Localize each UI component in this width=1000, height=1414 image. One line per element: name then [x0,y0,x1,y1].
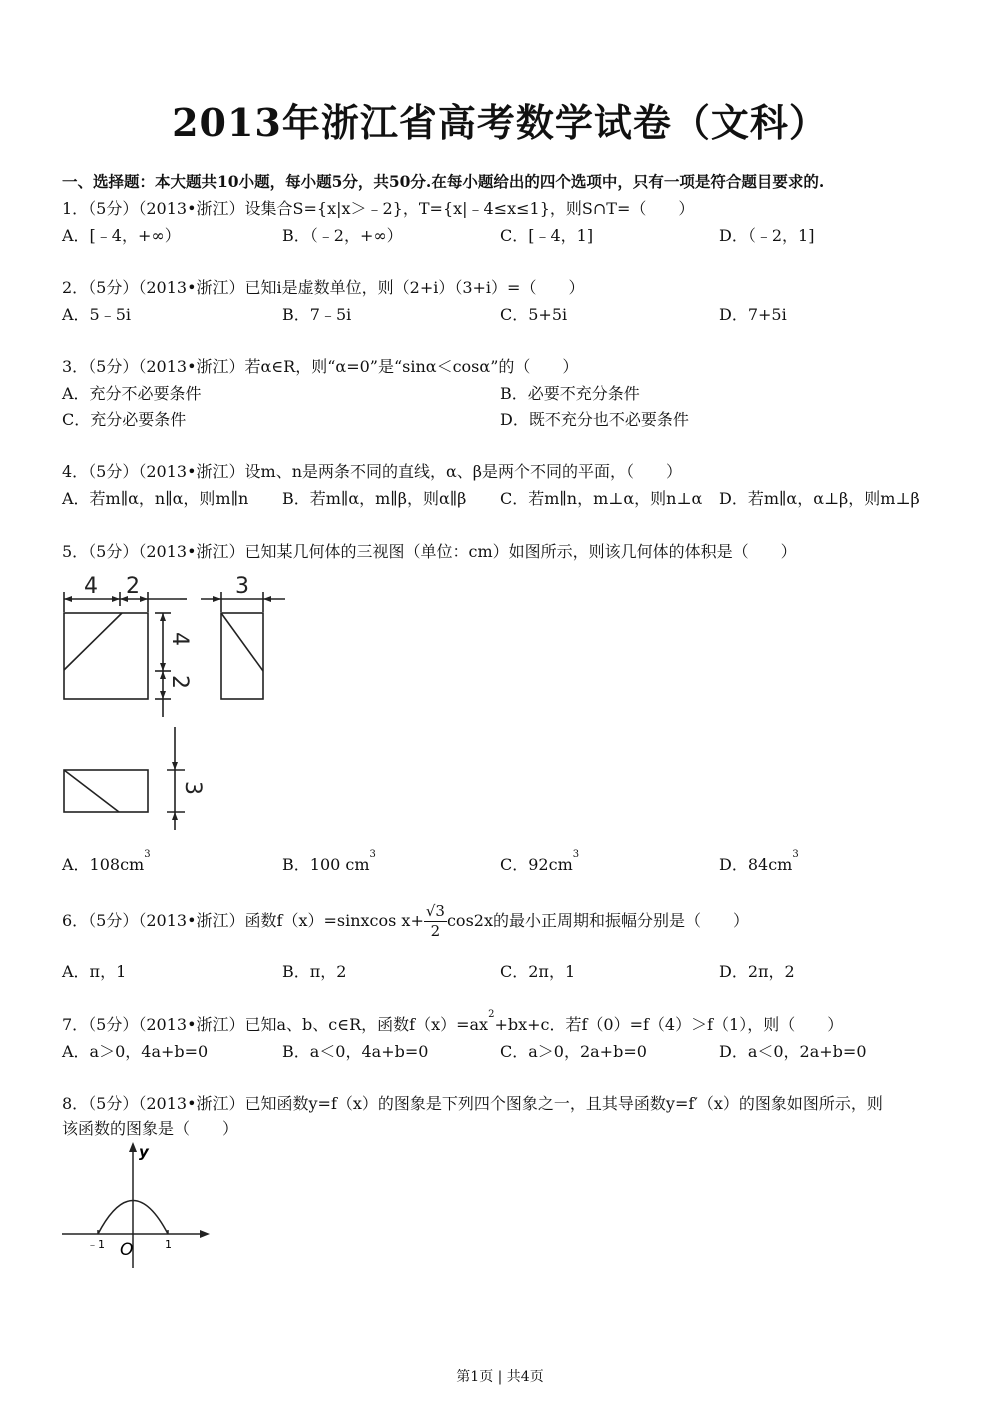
page-title: 2013年浙江省高考数学试卷（文科） [172,100,828,145]
q6-option-b: B．π，2 [282,962,347,981]
page-footer: 第1页 | 共4页 [456,1369,544,1385]
dim-height-4: 4 [167,632,192,646]
q7-option-a: A．a＞0，4a+b=0 [62,1042,209,1061]
q1-option-c: C．[﹣4，1] [500,226,594,245]
question-3-stem: 3．（5分）（2013•浙江）若α∈R，则“α=0”是“sinα＜cosα”的（ ） [62,357,579,376]
question-5-stem: 5．（5分）（2013•浙江）已知某几何体的三视图（单位：cm）如图所示，则该几何体的体积是（ ） [62,542,797,561]
question-8-stem-line2: 该函数的图象是（ ） [62,1119,239,1138]
three-view-diagram [55,572,295,842]
q1-option-d: D．（﹣2，1] [719,226,815,245]
q4-option-b: B．若m∥α，m∥β，则α∥β [282,489,467,508]
q7-option-d: D．a＜0，2a+b=0 [719,1042,867,1061]
dim-width-4: 4 [84,574,98,599]
q7-option-c: C．a＞0，2a+b=0 [500,1042,647,1061]
dim-height-3: 3 [180,781,205,795]
front-view-diagonal [64,613,122,670]
sqrt3-over-2-fraction: $\frac{√3}{2}$ [425,902,445,940]
tick-label-neg-1: ﹣1 [87,1238,105,1251]
q4-option-a: A．若m∥α，n∥α，则m∥n [62,489,249,508]
front-view-rect [64,613,148,699]
side-view-diagonal [221,613,263,671]
question-2-stem: 2．（5分）（2013•浙江）已知i是虚数单位，则（2+i）（3+i）=（ ） [62,278,585,297]
q6-option-c: C．2π，1 [500,962,576,981]
question-1-stem: 1．（5分）（2013•浙江）设集合S={x|x＞﹣2}，T={x|﹣4≤x≤1}，则S∩T=（ ） [62,199,695,218]
q2-option-d: D．7+5i [719,305,787,324]
q3-option-a: A．充分不必要条件 [62,384,202,403]
question-8-stem-line1: 8．（5分）（2013•浙江）已知函数y=f（x）的图象是下列四个图象之一，且其导函数y=f′（x）的图象如图所示，则 [62,1094,883,1113]
dim-height-2: 2 [167,675,192,689]
q6-option-a: A．π，1 [62,962,127,981]
q6-option-d: D．2π，2 [719,962,795,981]
origin-label: O [120,1240,134,1260]
q2-option-a: A．5﹣5i [62,305,132,324]
question-7-stem: 7．（5分）（2013•浙江）已知a、b、c∈R，函数$f(x)=ax^2+bx+c$．若f（0）=f（4）＞f（1），则（ ） [62,1009,844,1034]
tick-label-1: 1 [165,1238,172,1251]
dim-width-3: 3 [235,574,249,599]
q3-option-d: D．既不充分也不必要条件 [500,410,689,429]
q3-option-b: B．必要不充分条件 [500,384,640,403]
question-6-stem: 6．（5分）（2013•浙江）函数f（x）=sinxcos x+ $\frac{√3}{2}$ cos2x的最小正周期和振幅分别是（ ） [62,902,749,940]
q2-option-b: B．7﹣5i [282,305,352,324]
derivative-graph [58,1140,218,1272]
q5-option-b: B．100 $cm^3$ [282,849,376,874]
q4-option-c: C．若m∥n，m⊥α，则n⊥α [500,489,703,508]
side-view-rect [221,613,263,699]
dim-width-2: 2 [126,574,140,599]
section-heading: 一、选择题：本大题共10小题，每小题5分，共50分.在每小题给出的四个选项中，只有一项是符合题目要求的. [62,172,825,191]
q1-option-b: B．（﹣2，+∞） [282,226,403,245]
q5-option-a: A．$108cm^3$ [62,849,151,874]
q7-option-b: B．a＜0，4a+b=0 [282,1042,429,1061]
q3-option-c: C．充分必要条件 [62,410,187,429]
q4-option-d: D．若m∥α，α⊥β，则m⊥β [719,489,920,508]
q2-option-c: C．5+5i [500,305,568,324]
question-4-stem: 4．（5分）（2013•浙江）设m、n是两条不同的直线，α、β是两个不同的平面，（ ） [62,462,683,481]
top-view-rect [64,770,148,812]
y-axis-label: y [139,1143,149,1161]
top-view-diagonal [64,770,119,812]
q5-option-d: D．$84cm^3$ [719,849,799,874]
q5-option-c: C．$92cm^3$ [500,849,580,874]
q1-option-a: A．[﹣4，+∞） [62,226,181,245]
